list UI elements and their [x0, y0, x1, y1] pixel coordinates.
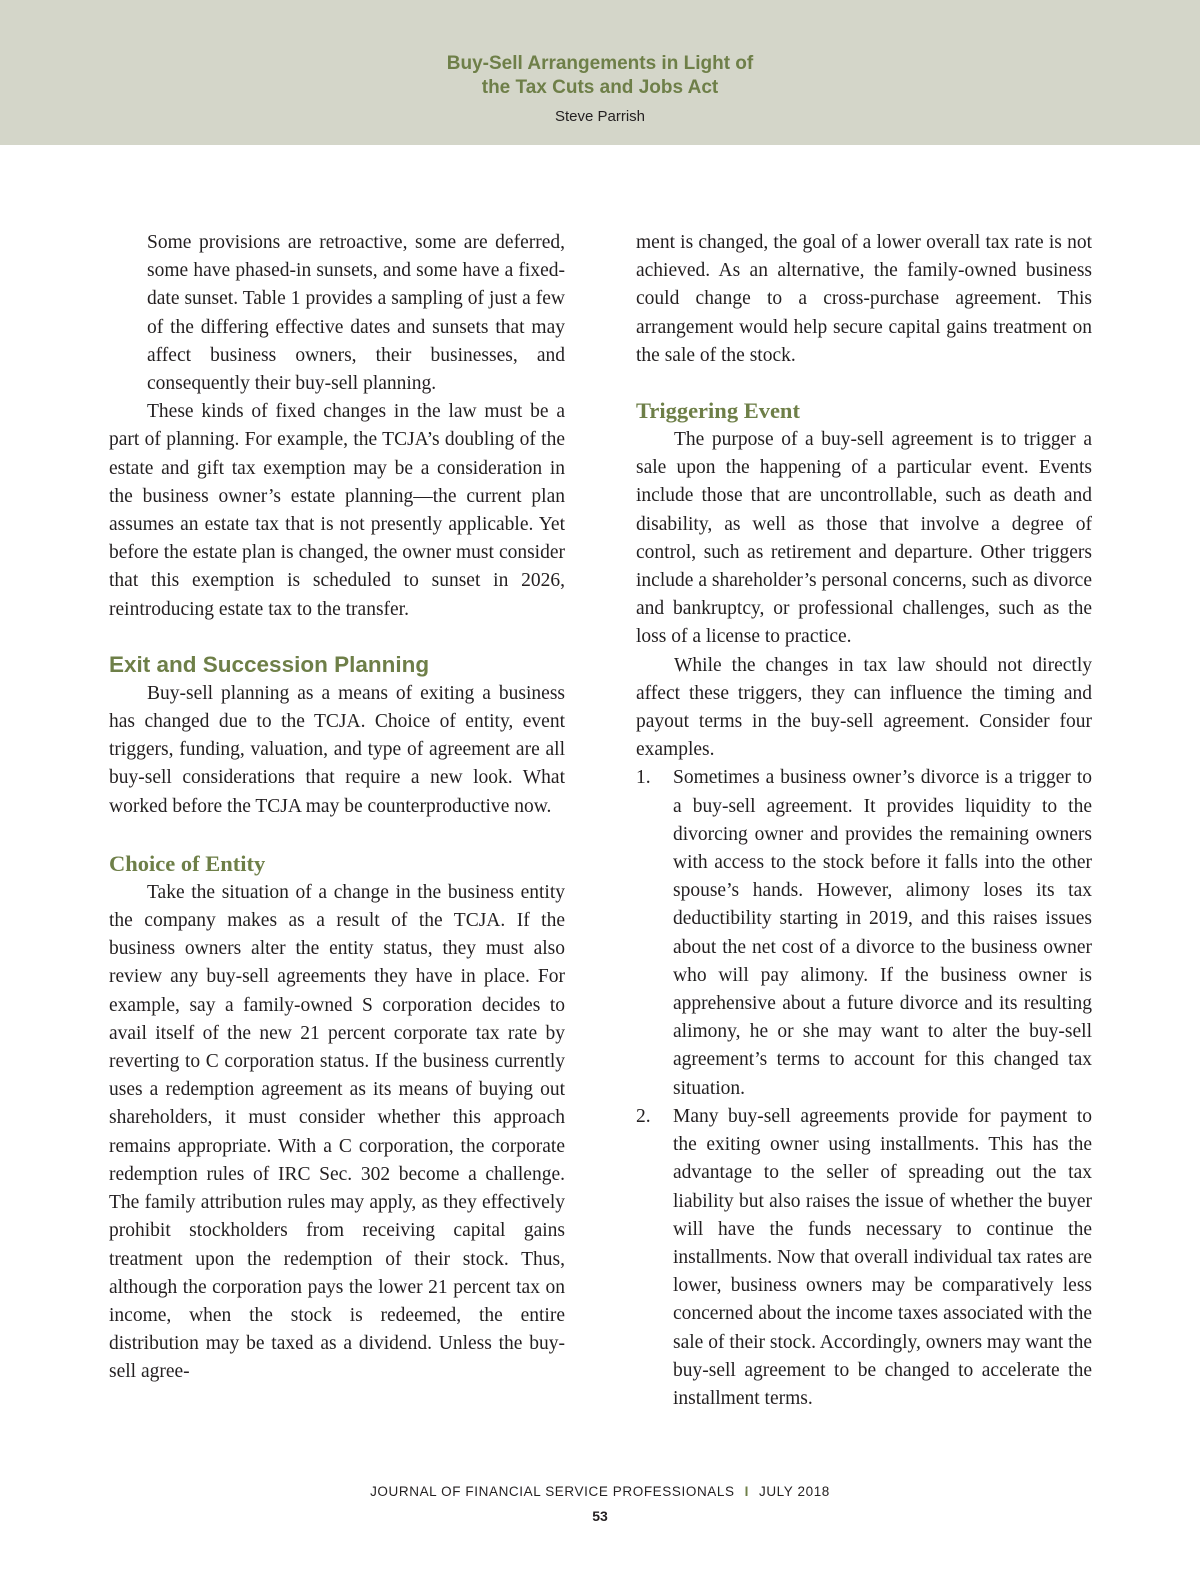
page-number: 53 — [592, 1508, 608, 1524]
subsection-heading: Choice of Entity — [109, 850, 266, 876]
body-paragraph: Some provisions are retroactive, some are deferred, some have phased-in sunsets, and some have a fixed-date sunset. Table 1 provides a sampling of just a few of the differing effective dates and sunsets that may affect business owners, their businesses, and consequently their buy-sell planning. — [147, 232, 565, 395]
list-item-number: 2. — [636, 1105, 651, 1127]
right-column — [636, 229, 1092, 1413]
list-item-number: 1. — [636, 767, 651, 789]
running-header — [0, 0, 1200, 145]
body-paragraph: While the changes in tax law should not directly affect these triggers, they can influence the timing and payout terms in the buy-sell agreement. Consider four examples. — [636, 654, 1092, 761]
body-paragraph: The purpose of a buy-sell agreement is to trigger a sale upon the happening of a particular event. Events include those that are uncontrollable, such as death and disability, as well as those that involve a degree of control, such as retirement and departure. Other triggers include a shareholder’s personal concerns, such as divorce and bankruptcy, or professional challenges, such as the loss of a license to practice. — [636, 429, 1092, 648]
body-paragraph: These kinds of fixed changes in the law must be a part of planning. For example, the TCJA’s doubling of the estate and gift tax exemption may be a consideration in the business owner’s estate planning—the current plan assumes an estate tax that is not presently applicable. Yet before the estate plan is changed, the owner must consider that this exemption is scheduled to sunset in 2026, reintroducing estate tax to the transfer. — [109, 401, 565, 620]
article-title — [0, 52, 1200, 100]
running-footer — [0, 1484, 1200, 1499]
article-title-line-2: the Tax Cuts and Jobs Act — [481, 77, 719, 98]
issue-date: JULY 2018 — [758, 1484, 830, 1499]
body-paragraph: Buy-sell planning as a means of exiting a business has changed due to the TCJA. Choice of entity, event triggers, funding, valuation, and type of agreement are all buy-sell considerations that require a new look. What worked before the TCJA may be counterproductive now. — [109, 682, 565, 817]
section-heading: Exit and Succession Planning — [109, 651, 430, 677]
list-item — [636, 1103, 1092, 1413]
subsection-heading: Triggering Event — [636, 398, 800, 424]
list-item-text: Sometimes a business owner’s divorce is a trigger to a buy-sell agreement. It provides liquidity to the divorcing owner and provides the remaining owners with access to the stock before it falls into the other spouse’s hands. However, alimony loses its tax deductibility starting in 2019, and this raises issues about the net cost of a divorce to the business owner who will pay alimony. If the business owner is apprehensive about a future divorce and its resulting alimony, he or she may want to alter the buy-sell agreement’s terms to account for this changed tax situation. — [673, 767, 1092, 1099]
article-title-line-1: Buy-Sell Arrangements in Light of — [446, 53, 754, 74]
article-author: Steve Parrish — [554, 108, 646, 125]
examples-list — [636, 764, 1092, 1413]
left-column — [109, 229, 565, 1387]
footer-separator: I — [744, 1484, 749, 1499]
list-item-text: Many buy-sell agreements provide for payment to the exiting owner using installments. This has the advantage to the seller of spreading out the tax liability but also raises the issue of whether the buyer will have the funds necessary to continue the installments. Now that overall individual tax rates are lower, business owners may be comparatively less concerned about the income taxes associated with the sale of their stock. Accordingly, owners may want the buy-sell agreement to be changed to accelerate the installment terms. — [673, 1105, 1092, 1409]
list-item — [636, 764, 1092, 1102]
body-paragraph: Take the situation of a change in the business entity the company makes as a result of the TCJA. If the business owners alter the entity status, they must also review any buy-sell agreements they have in place. For example, say a family-owned S corporation decides to avail itself of the new 21 percent corporate tax rate by reverting to C corporation status. If the business currently uses a redemption agreement as its means of buying out shareholders, it must consider whether this approach remains appropriate. With a C corporation, the corporate redemption rules of IRC Sec. 302 become a challenge. The family attribution rules may apply, as they effectively prohibit stockholders from receiving capital gains treatment upon the redemption of their stock. Thus, although the corporation pays the lower 21 percent tax on income, when the stock is redeemed, the entire distribution may be taxed as a dividend. Unless the buy-sell agree- — [109, 881, 565, 1383]
journal-name: JOURNAL OF FINANCIAL SERVICE PROFESSIONALS — [370, 1484, 735, 1499]
body-paragraph: ment is changed, the goal of a lower overall tax rate is not achieved. As an alternative, the family-owned business could change to a cross-purchase agreement. This arrangement would help secure capital gains treatment on the sale of the stock. — [636, 232, 1092, 366]
